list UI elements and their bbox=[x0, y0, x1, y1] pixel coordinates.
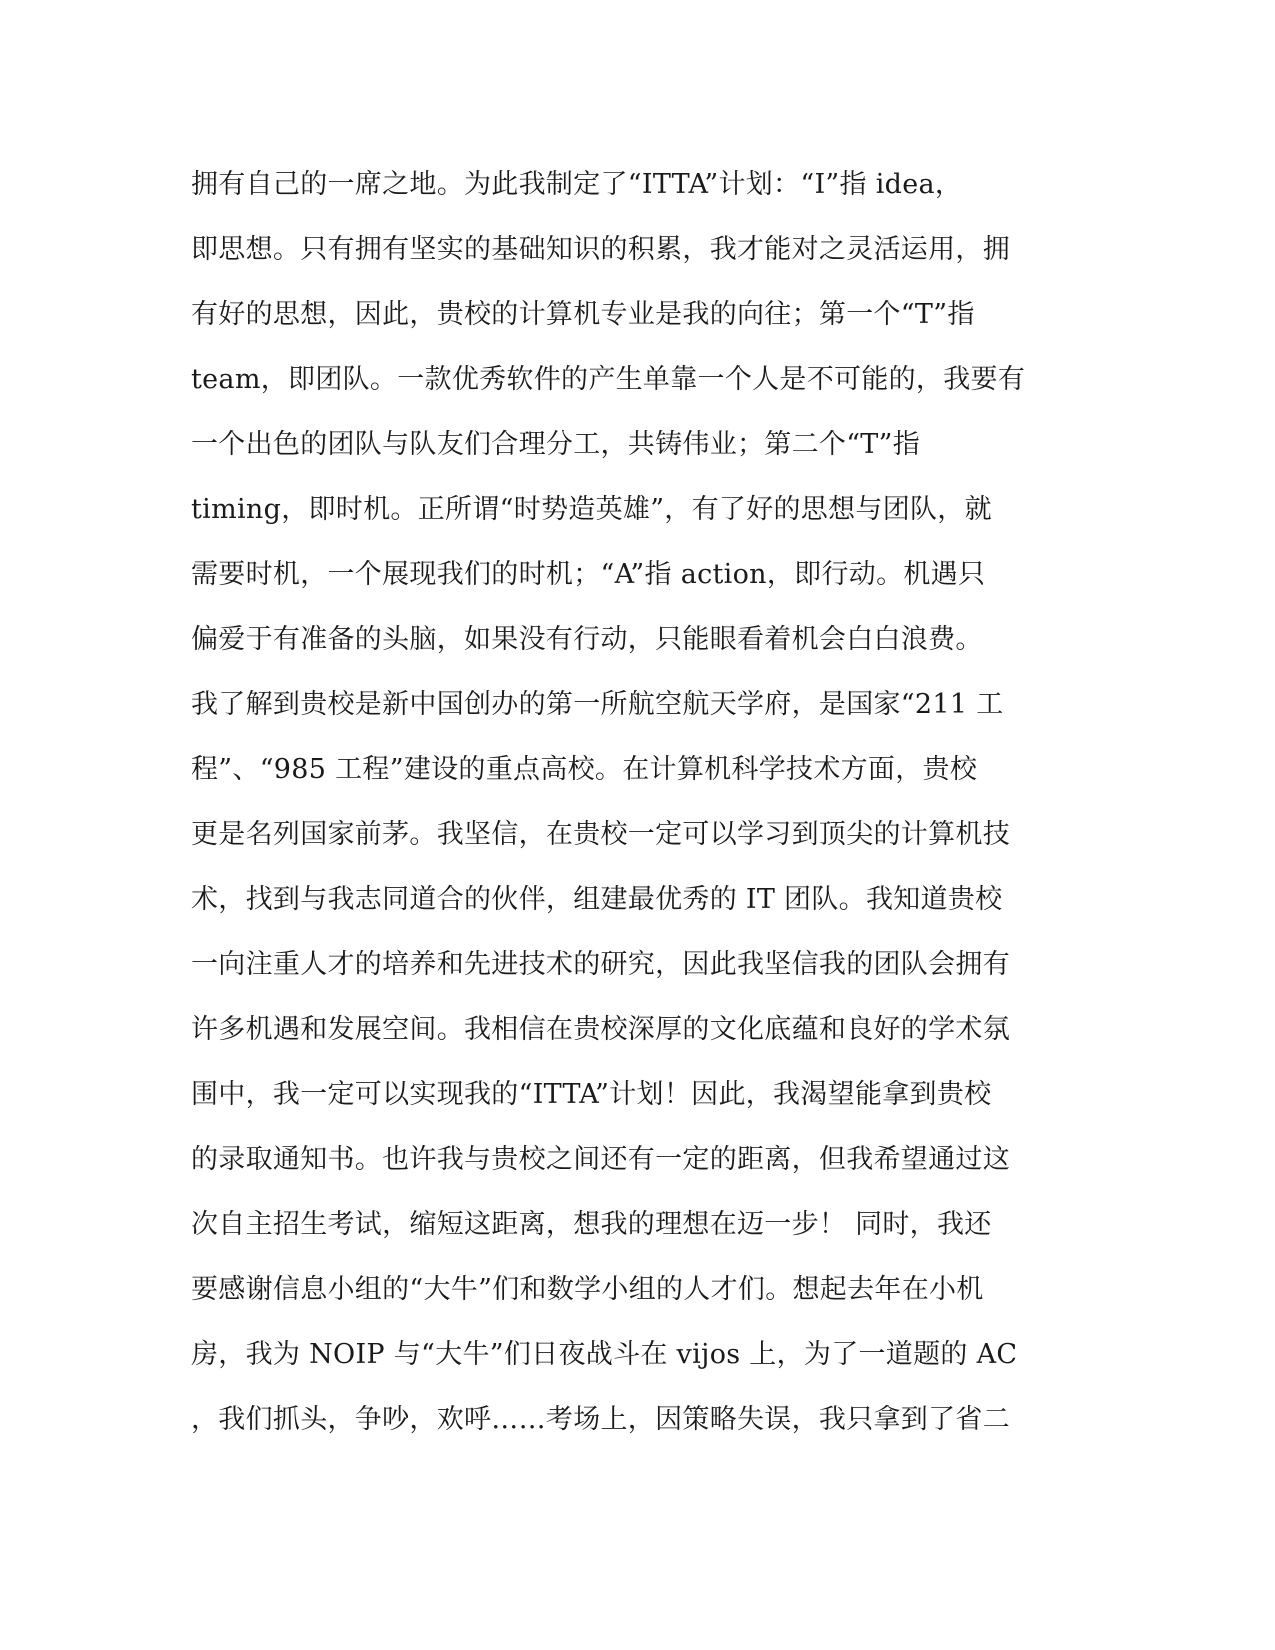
text-line: 的录取通知书。也许我与贵校之间还有一定的距离，但我希望通过这 bbox=[191, 1144, 1010, 1175]
text-line: 次自主招生考试，缩短这距离，想我的理想在迈一步！ 同时，我还 bbox=[191, 1209, 992, 1240]
text-line: 一向注重人才的培养和先进技术的研究，因此我坚信我的团队会拥有 bbox=[191, 949, 1010, 980]
text-line: 更是名列国家前茅。我坚信，在贵校一定可以学习到顶尖的计算机技 bbox=[191, 819, 1010, 850]
text-line: 程”、“985 工程”建设的重点高校。在计算机科学技术方面，贵校 bbox=[191, 754, 978, 785]
text-line: 即思想。只有拥有坚实的基础知识的积累，我才能对之灵活运用，拥 bbox=[191, 234, 1010, 265]
text-line: 术，找到与我志同道合的伙伴，组建最优秀的 IT 团队。我知道贵校 bbox=[191, 884, 1003, 915]
text-line: 房，我为 NOIP 与“大牛”们日夜战斗在 vijos 上，为了一道题的 AC bbox=[191, 1339, 1018, 1370]
text-line: team，即团队。一款优秀软件的产生单靠一个人是不可能的，我要有 bbox=[191, 364, 1026, 395]
text-line: 偏爱于有准备的头脑，如果没有行动，只能眼看着机会白白浪费。 bbox=[191, 624, 983, 655]
text-line: 拥有自己的一席之地。为此我制定了“ITTA”计划：“I”指 idea， bbox=[191, 169, 963, 200]
text-line: 有好的思想，因此，贵校的计算机专业是我的向往；第一个“T”指 bbox=[191, 299, 975, 330]
body-text bbox=[191, 152, 1071, 1452]
text-line: 需要时机，一个展现我们的时机；“A”指 action，即行动。机遇只 bbox=[191, 559, 986, 590]
text-line: 一个出色的团队与队友们合理分工，共铸伟业；第二个“T”指 bbox=[191, 429, 921, 460]
text-line: 围中，我一定可以实现我的“ITTA”计划！因此，我渴望能拿到贵校 bbox=[191, 1079, 992, 1110]
text-line: 要感谢信息小组的“大牛”们和数学小组的人才们。想起去年在小机 bbox=[191, 1274, 984, 1305]
text-line: 我了解到贵校是新中国创办的第一所航空航天学府，是国家“211 工 bbox=[191, 689, 1004, 720]
text-line: timing，即时机。正所谓“时势造英雄”，有了好的思想与团队，就 bbox=[191, 494, 992, 525]
text-line: 许多机遇和发展空间。我相信在贵校深厚的文化底蕴和良好的学术氛 bbox=[191, 1014, 1010, 1045]
text-line: ，我们抓头，争吵，欢呼……考场上，因策略失误，我只拿到了省二 bbox=[191, 1404, 1010, 1435]
